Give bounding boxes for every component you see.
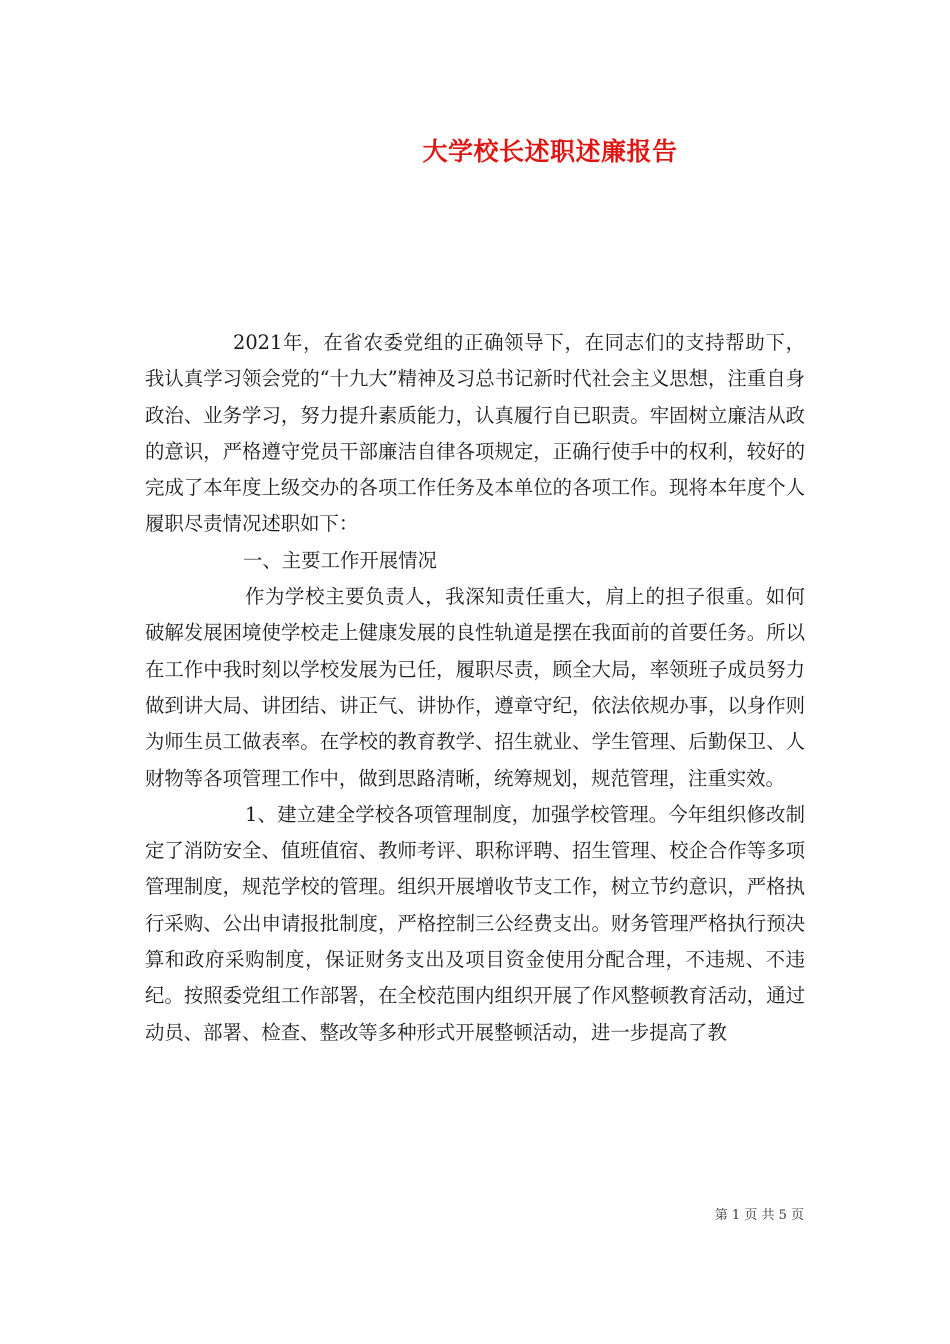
paragraph-management-system: 1、建立建全学校各项管理制度，加强学校管理。今年组织修改制定了消防安全、值班值宿、教师考评、职称评聘、招生管理、校企合作等多项管理制度，规范学校的管理。组织开展增收节支工作，树立节约意识，严格执行采购、公出申请报批制度，严格控制三公经费支出。财务管理严格执行预决算和政府采购制度，保证财务支出及项目资金使用分配合理，不违规、不违纪。按照委党组工作部署，在全校范围内组织开展了作风整顿教育活动，通过动员、部署、检查、整改等多种形式开展整顿活动，进一步提高了教 (145, 802, 805, 1044)
section-heading: 一、主要工作开展情况 (243, 548, 437, 572)
paragraph-work-overview: 作为学校主要负责人，我深知责任重大，肩上的担子很重。如何破解发展困境使学校走上健康发展的良性轨道是摆在我面前的首要任务。所以在工作中我时刻以学校发展为已任，履职尽责，顾全大局，率领班子成员努力做到讲大局、讲团结、讲正气、讲协作，遵章守纪，依法依规办事，以身作则为师生员工做表率。在学校的教育教学、招生就业、学生管理、后勤保卫、人财物等各项管理工作中，做到思路清晰，统筹规划，规范管理，注重实效。 (145, 585, 805, 790)
document-title-text: 大学校长述职述廉报告 (422, 137, 678, 166)
paragraph-intro: 2021年，在省农委党组的正确领导下，在同志们的支持帮助下，我认真学习领会党的“十九大”精神及习总书记新时代社会主义思想，注重自身政治、业务学习，努力提升素质能力，认真履行自已职责。牢固树立廉洁从政的意识，严格遵守党员干部廉洁自律各项规定，正确行使手中的权利，较好的完成了本年度上级交办的各项工作任务及本单位的各项工作。现将本年度个人履职尽责情况述职如下： (145, 331, 805, 536)
page-number: 第 1 页 共 5 页 (714, 1208, 804, 1223)
document-body (145, 325, 805, 1051)
document-title (0, 132, 950, 168)
